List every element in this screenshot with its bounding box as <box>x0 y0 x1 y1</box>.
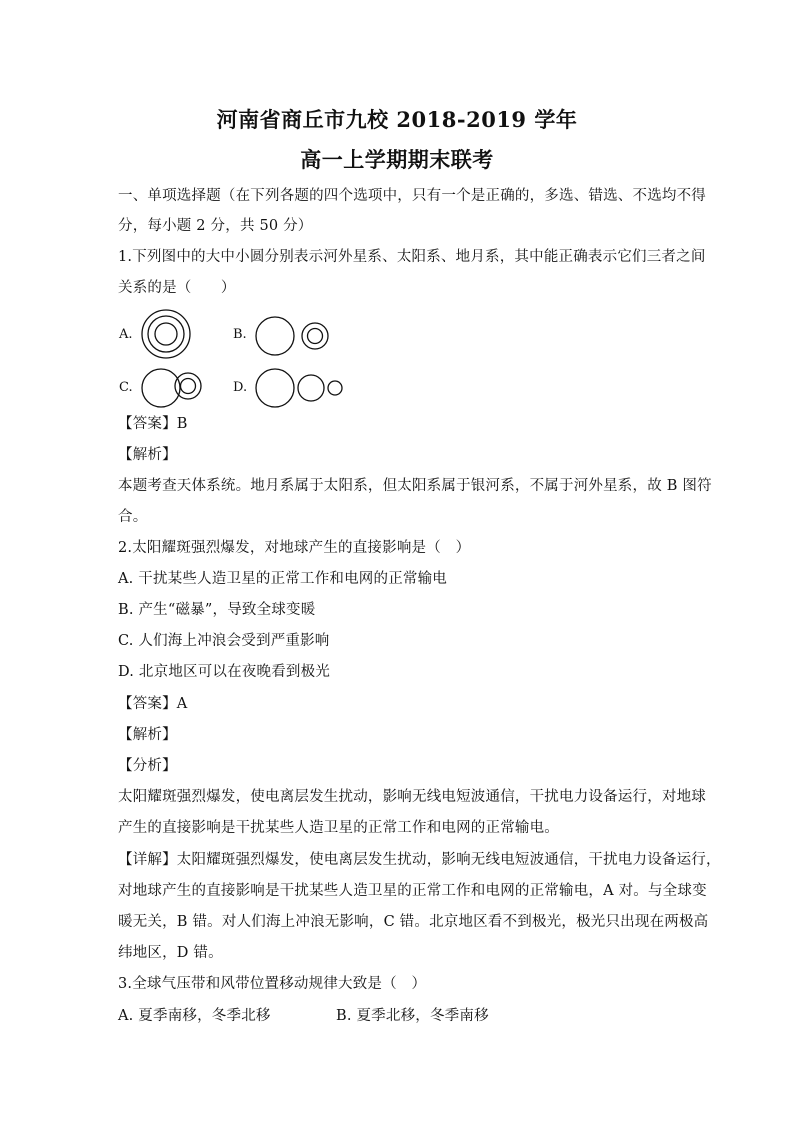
q2-xiangjie-line4: 纬地区，D 错。 <box>118 945 223 961</box>
large-circle <box>142 310 190 358</box>
q2-answer: 【答案】A <box>118 696 188 712</box>
q1-option-c-label: C. <box>119 380 133 395</box>
small-circle <box>155 323 177 345</box>
medium-circle <box>298 375 324 401</box>
q1-option-b-label: B. <box>233 327 247 342</box>
q2-option-b: B. 产生“磁暴”，导致全球变暖 <box>118 602 316 618</box>
q2-xiangjie-line2: 对地球产生的直接影响是干扰某些人造卫星的正常工作和电网的正常输电，A 对。与全球变 <box>118 883 707 899</box>
nested-circles-figure-a <box>140 310 196 366</box>
q3-option-a: A. 夏季南移，冬季北移 <box>118 1008 271 1024</box>
medium-circle <box>302 323 328 349</box>
section-heading-line2: 分，每小题 2 分，共 50 分） <box>118 218 313 234</box>
overlapping-circles-figure-c <box>140 368 210 412</box>
q1-stem-line2: 关系的是（ ） <box>118 280 236 296</box>
section-heading-line1: 一、单项选择题（在下列各题的四个选项中，只有一个是正确的，多选、错选、不选均不得 <box>118 188 706 204</box>
document-title-line2: 高一上学期期末联考 <box>300 147 494 172</box>
q1-analysis-line1: 本题考查天体系统。地月系属于太阳系，但太阳系属于银河系，不属于河外星系，故 B 图符 <box>118 478 712 494</box>
q1-option-a-label: A. <box>119 327 133 342</box>
three-separate-circles-figure-d <box>254 368 348 412</box>
q2-option-c: C. 人们海上冲浪会受到严重影响 <box>118 633 330 649</box>
large-circle <box>256 369 294 407</box>
q2-analysis-label: 【解析】 <box>118 727 177 743</box>
q2-fenxi-line1: 太阳耀斑强烈爆发，使电离层发生扰动，影响无线电短波通信，干扰电力设备运行，对地球 <box>118 789 706 805</box>
q2-stem: 2.太阳耀斑强烈爆发，对地球产生的直接影响是（ ） <box>118 540 471 556</box>
q2-fenxi-line2: 产生的直接影响是干扰某些人造卫星的正常工作和电网的正常输电。 <box>118 820 559 836</box>
q1-stem-line1: 1.下列图中的大中小圆分别表示河外星系、太阳系、地月系，其中能正确表示它们三者之间 <box>118 249 706 265</box>
q3-stem: 3.全球气压带和风带位置移动规律大致是（ ） <box>118 976 427 992</box>
medium-circle <box>148 316 184 352</box>
small-circle <box>308 329 323 344</box>
q1-analysis-label: 【解析】 <box>118 447 177 463</box>
q2-xiangjie-line3: 暖无关，B 错。对人们海上冲浪无影响，C 错。北京地区看不到极光，极光只出现在两极高 <box>118 914 709 930</box>
small-circle <box>328 381 342 395</box>
q1-analysis-line2: 合。 <box>118 509 148 525</box>
large-circle <box>256 317 294 355</box>
q1-option-d-label: D. <box>233 380 248 395</box>
q3-option-b: B. 夏季北移，冬季南移 <box>336 1008 489 1024</box>
q2-option-a: A. 干扰某些人造卫星的正常工作和电网的正常输电 <box>118 571 447 587</box>
small-circle <box>181 379 196 394</box>
q2-option-d: D. 北京地区可以在夜晚看到极光 <box>118 664 331 680</box>
q1-answer: 【答案】B <box>118 416 188 432</box>
separate-circles-figure-b <box>254 316 334 360</box>
large-circle <box>142 369 180 407</box>
q2-xiangjie-line1: 【详解】太阳耀斑强烈爆发，使电离层发生扰动，影响无线电短波通信，干扰电力设备运行， <box>118 852 721 868</box>
document-title-line1: 河南省商丘市九校 2018-2019 学年 <box>216 107 578 132</box>
medium-circle <box>175 373 201 399</box>
q2-fenxi-label: 【分析】 <box>118 758 177 774</box>
